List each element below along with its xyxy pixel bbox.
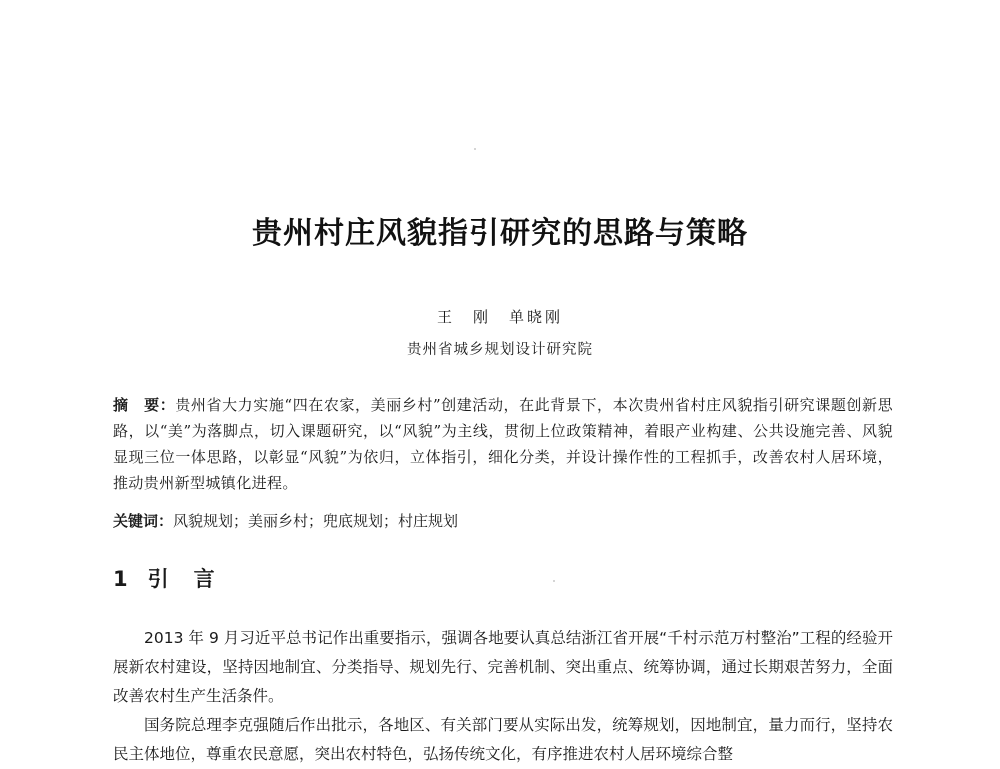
- abstract-block: [113, 392, 893, 496]
- body-text: [113, 624, 893, 769]
- section-heading: [113, 563, 217, 593]
- body-paragraph: 国务院总理李克强随后作出批示，各地区、有关部门要从实际出发，统筹规划，因地制宜，量力而行，坚持农民主体地位，尊重农民意愿，突出农村特色，弘扬传统文化，有序推进农村人居环境综合整: [113, 716, 893, 763]
- author-affiliation: 贵州省城乡规划设计研究院: [407, 342, 593, 358]
- abstract-label: 摘 要：: [113, 396, 176, 414]
- keywords-block: [113, 510, 893, 532]
- body-paragraph: 2013 年 9 月习近平总书记作出重要指示，强调各地要认真总结浙江省开展“千村示范万村整治”工程的经验开展新农村建设，坚持因地制宜、分类指导、规划先行、完善机制、突出重点、统筹协调，通过长期艰苦努力，全面改善农村生产生活条件。: [113, 629, 893, 705]
- section-number: 1: [113, 567, 130, 591]
- keywords-text: 风貌规划；美丽乡村；兜底规划；村庄规划: [173, 512, 459, 530]
- scan-speck: [474, 148, 476, 150]
- keywords-label: 关键词：: [113, 512, 174, 530]
- abstract-text: 贵州省大力实施“四在农家，美丽乡村”创建活动，在此背景下，本次贵州省村庄风貌指引研究课题创新思路，以“美”为落脚点，切入课题研究，以“风貌”为主线，贯彻上位政策精神，着眼产业构建、公共设施完善、风貌显现三位一体思路，以彰显“风貌”为依归，立体指引，细化分类，并设计操作性的工程抓手，改善农村人居环境，推动贵州新型城镇化进程。: [113, 396, 893, 492]
- paper-title: 贵州村庄风貌指引研究的思路与策略: [252, 216, 748, 251]
- section-title: 引 言: [147, 567, 217, 591]
- scan-speck: [553, 580, 555, 582]
- author-names: 王 刚 单晓刚: [436, 308, 563, 326]
